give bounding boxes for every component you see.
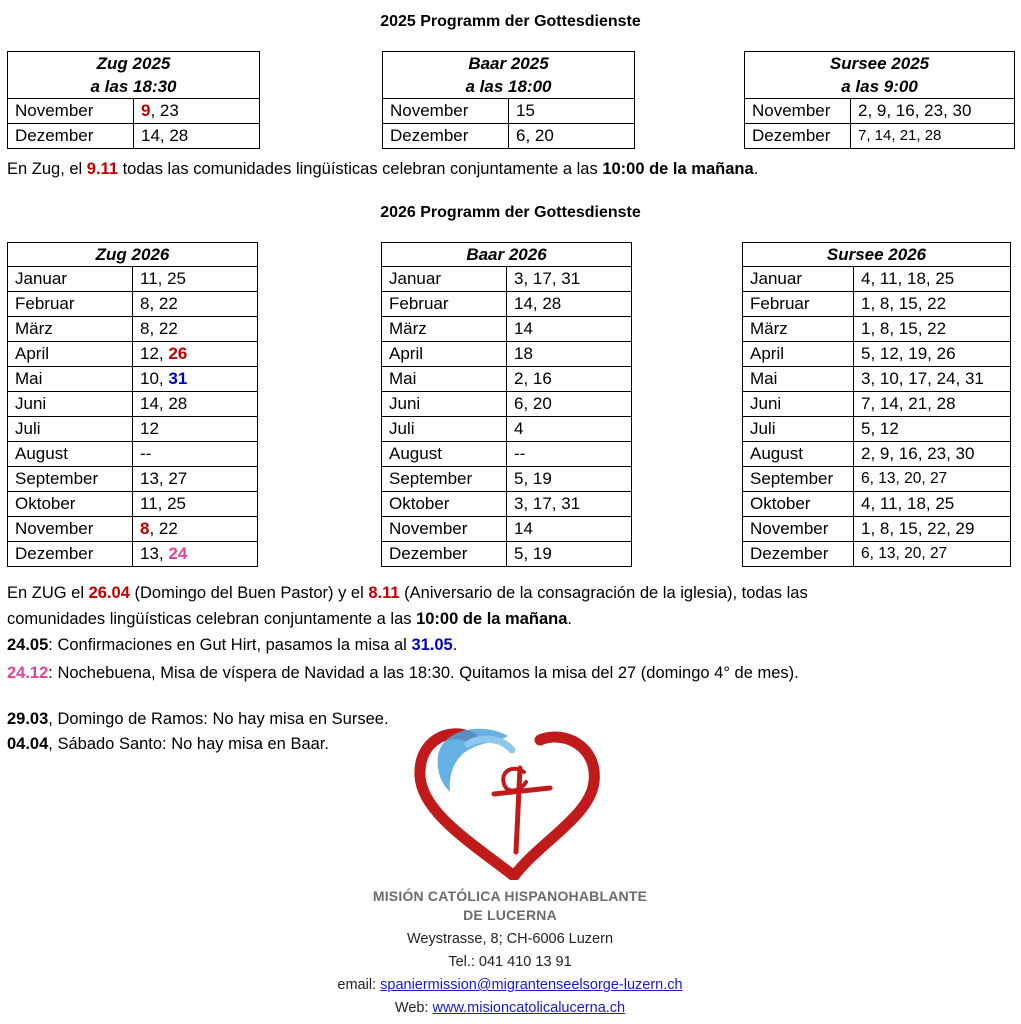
dates-cell: 5, 19 — [507, 542, 632, 567]
note-text: . — [452, 636, 458, 654]
table-zug-2026 — [7, 242, 258, 567]
table-row — [743, 342, 1011, 367]
table-time: a las 18:00 — [465, 77, 552, 96]
highlight-date: 24 — [168, 544, 188, 563]
table-title: Baar 2025 — [468, 54, 549, 73]
table-header — [383, 52, 635, 99]
table-sursee-2025 — [744, 51, 1015, 149]
web-link[interactable]: www.misioncatolicalucerna.ch — [432, 1000, 626, 1016]
month-cell: Juli — [8, 417, 133, 442]
dates-rest: , 22 — [149, 519, 178, 538]
note-text: todas las comunidades lingüísticas celebran conjuntamente a las — [118, 160, 603, 178]
note-date: 9.11 — [86, 160, 119, 178]
month-cell: März — [743, 317, 854, 342]
table-row — [8, 342, 258, 367]
table-row — [743, 367, 1011, 392]
email-label: email: — [337, 977, 381, 993]
dates-cell: 14, 28 — [134, 124, 260, 149]
table-row — [743, 517, 1011, 542]
note-text: . — [753, 160, 759, 178]
dates-cell: 1, 8, 15, 22 — [854, 292, 1011, 317]
table-row — [8, 442, 258, 467]
month-cell: Dezember — [743, 542, 854, 567]
dates-cell: 15 — [509, 99, 635, 124]
table-time: a las 18:30 — [90, 77, 177, 96]
dates-cell: 6, 20 — [507, 392, 632, 417]
heading-2026: 2026 Programm der Gottesdienste — [380, 204, 641, 221]
table-row — [382, 367, 632, 392]
month-cell: September — [743, 467, 854, 492]
month-cell: August — [8, 442, 133, 467]
highlight-date: 9 — [141, 101, 151, 120]
table-row — [383, 99, 635, 124]
dates-cell: 14 — [507, 517, 632, 542]
dates-cell: 6, 13, 20, 27 — [854, 542, 1011, 567]
note-date: 26.04 — [88, 584, 130, 602]
table-row — [382, 267, 632, 292]
month-cell: Januar — [382, 267, 507, 292]
dates-cell: 4, 11, 18, 25 — [854, 267, 1011, 292]
month-cell: Juli — [382, 417, 507, 442]
note-text: : Confirmaciones en Gut Hirt, pasamos la misa al — [48, 636, 412, 654]
dates-cell: 5, 19 — [507, 467, 632, 492]
month-cell: Dezember — [8, 124, 134, 149]
note-text: comunidades lingüísticas celebran conjuntamente a las — [7, 610, 417, 628]
dates-cell: 5, 12 — [854, 417, 1011, 442]
table-row — [743, 542, 1011, 567]
month-cell: August — [382, 442, 507, 467]
table-row — [8, 124, 260, 149]
heart-cross-logo-icon — [412, 724, 602, 880]
dates-cell: 8, 22 — [133, 292, 258, 317]
dates-cell: 7, 14, 21, 28 — [851, 124, 1015, 149]
dates-cell: 8, 22 — [133, 317, 258, 342]
month-cell: April — [8, 342, 133, 367]
table-time: a las 9:00 — [841, 77, 918, 96]
table-row — [8, 492, 258, 517]
table-row — [382, 317, 632, 342]
org-name-line2: DE LUCERNA — [463, 907, 557, 923]
table-baar-2025 — [382, 51, 635, 149]
table-row — [382, 492, 632, 517]
month-cell: November — [8, 99, 134, 124]
dates-cell: 2, 9, 16, 23, 30 — [851, 99, 1015, 124]
table-title: Zug 2026 — [8, 243, 258, 267]
table-row — [8, 542, 258, 567]
web-line — [300, 997, 720, 1020]
month-cell: September — [382, 467, 507, 492]
dates-cell: 4 — [507, 417, 632, 442]
table-row — [382, 542, 632, 567]
table-header — [8, 52, 260, 99]
month-cell: Oktober — [382, 492, 507, 517]
table-row — [8, 267, 258, 292]
month-cell: Juli — [743, 417, 854, 442]
month-cell: Dezember — [382, 542, 507, 567]
dates-rest: 10, — [140, 369, 169, 388]
table-row — [8, 367, 258, 392]
table-title: Sursee 2025 — [829, 54, 930, 73]
table-row — [8, 317, 258, 342]
table-row — [743, 442, 1011, 467]
dates-cell: 11, 25 — [133, 267, 258, 292]
footer — [300, 887, 720, 1020]
dates-cell: 2, 16 — [507, 367, 632, 392]
table-row — [382, 442, 632, 467]
telephone: Tel.: 041 410 13 91 — [448, 954, 572, 970]
dates-rest: 12, — [140, 344, 169, 363]
month-cell: November — [8, 517, 133, 542]
dates-cell: 5, 12, 19, 26 — [854, 342, 1011, 367]
month-cell: April — [743, 342, 854, 367]
month-cell: Oktober — [8, 492, 133, 517]
note-date: 8.11 — [368, 584, 400, 602]
month-cell: April — [382, 342, 507, 367]
table-row — [382, 417, 632, 442]
highlight-date: 26 — [168, 344, 188, 363]
note-text: (Aniversario de la consagración de la iglesia), todas las — [399, 584, 808, 602]
note-date: 29.03 — [7, 710, 49, 728]
dates-cell: 1, 8, 15, 22 — [854, 317, 1011, 342]
table-baar-2026 — [381, 242, 632, 567]
email-line — [300, 974, 720, 997]
note-date: 31.05 — [411, 636, 453, 654]
note-text: En Zug, el — [7, 160, 87, 178]
dates-cell — [134, 99, 260, 124]
month-cell: Mai — [743, 367, 854, 392]
note-text: . — [567, 610, 572, 628]
dates-cell: 3, 17, 31 — [507, 267, 632, 292]
dates-cell: 6, 13, 20, 27 — [854, 467, 1011, 492]
table-row — [743, 317, 1011, 342]
note-date: 24.05 — [7, 636, 49, 654]
dates-cell: 7, 14, 21, 28 — [854, 392, 1011, 417]
highlight-date: 8 — [140, 519, 150, 538]
dates-cell: 6, 20 — [509, 124, 635, 149]
dates-cell: -- — [133, 442, 258, 467]
month-cell: Mai — [8, 367, 133, 392]
note-joint-line1 — [7, 580, 808, 606]
table-row — [8, 417, 258, 442]
month-cell: Oktober — [743, 492, 854, 517]
dates-cell — [133, 542, 258, 567]
table-header — [745, 52, 1015, 99]
table-row — [382, 292, 632, 317]
dates-cell: 2, 9, 16, 23, 30 — [854, 442, 1011, 467]
month-cell: Juni — [382, 392, 507, 417]
note-text: : Nochebuena, Misa de víspera de Navidad a las 18:30. Quitamos la misa del 27 (domingo 4° de mes). — [48, 664, 799, 682]
dates-rest: , 23 — [150, 101, 179, 120]
table-row — [8, 292, 258, 317]
table-row — [383, 124, 635, 149]
note-time: 10:00 de la mañana — [416, 610, 568, 628]
note-text: , Sábado Santo: No hay misa en Baar. — [48, 735, 329, 753]
note-text: (Domingo del Buen Pastor) y el — [129, 584, 369, 602]
month-cell: Januar — [743, 267, 854, 292]
dates-cell: 3, 17, 31 — [507, 492, 632, 517]
month-cell: November — [743, 517, 854, 542]
table-zug-2025 — [7, 51, 260, 149]
dates-rest: 13, — [140, 544, 169, 563]
month-cell: September — [8, 467, 133, 492]
table-row — [743, 392, 1011, 417]
table-row — [743, 267, 1011, 292]
address: Weystrasse, 8; CH-6006 Luzern — [406, 931, 614, 947]
table-row — [8, 392, 258, 417]
org-name: MISIÓN CATÓLICA HISPANOHABLANTE — [372, 888, 648, 904]
table-title: Baar 2026 — [382, 243, 632, 267]
month-cell: November — [745, 99, 851, 124]
month-cell: Juni — [743, 392, 854, 417]
heading-2025: 2025 Programm der Gottesdienste — [380, 13, 641, 30]
note-christmas — [7, 660, 799, 686]
table-row — [745, 99, 1015, 124]
month-cell: Dezember — [745, 124, 851, 149]
table-sursee-2026 — [742, 242, 1011, 567]
month-cell: Dezember — [383, 124, 509, 149]
month-cell: November — [382, 517, 507, 542]
month-cell: Januar — [8, 267, 133, 292]
web-label: Web: — [394, 1000, 433, 1016]
month-cell: August — [743, 442, 854, 467]
table-row — [382, 517, 632, 542]
table-row — [743, 292, 1011, 317]
note-joint-line2 — [7, 606, 572, 632]
note-date: 04.04 — [7, 735, 49, 753]
note-2025 — [7, 156, 758, 182]
table-row — [382, 392, 632, 417]
note-holy-saturday — [7, 731, 329, 757]
note-confirmation — [7, 632, 457, 658]
dates-cell: 4, 11, 18, 25 — [854, 492, 1011, 517]
note-text: En ZUG el — [7, 584, 89, 602]
note-palm-sunday — [7, 706, 389, 732]
dates-cell: 1, 8, 15, 22, 29 — [854, 517, 1011, 542]
dates-cell — [133, 342, 258, 367]
table-row — [8, 517, 258, 542]
table-row — [8, 467, 258, 492]
table-row — [382, 342, 632, 367]
month-cell: März — [8, 317, 133, 342]
month-cell: Februar — [8, 292, 133, 317]
month-cell: Mai — [382, 367, 507, 392]
table-row — [8, 99, 260, 124]
email-link[interactable]: spaniermission@migrantenseelsorge-luzern.ch — [380, 977, 683, 993]
table-row — [745, 124, 1015, 149]
table-row — [382, 467, 632, 492]
dates-cell: 11, 25 — [133, 492, 258, 517]
month-cell: März — [382, 317, 507, 342]
dates-cell: 12 — [133, 417, 258, 442]
table-row — [743, 467, 1011, 492]
dates-cell: 3, 10, 17, 24, 31 — [854, 367, 1011, 392]
month-cell: Dezember — [8, 542, 133, 567]
table-row — [743, 417, 1011, 442]
table-title: Sursee 2026 — [743, 243, 1011, 267]
month-cell: November — [383, 99, 509, 124]
month-cell: Februar — [382, 292, 507, 317]
dates-cell: -- — [507, 442, 632, 467]
dates-cell: 18 — [507, 342, 632, 367]
dates-cell: 14, 28 — [507, 292, 632, 317]
table-row — [743, 492, 1011, 517]
note-time: 10:00 de la mañana — [602, 160, 754, 178]
dates-cell — [133, 517, 258, 542]
dates-cell — [133, 367, 258, 392]
dates-cell: 14, 28 — [133, 392, 258, 417]
month-cell: Juni — [8, 392, 133, 417]
note-text: , Domingo de Ramos: No hay misa en Sursee. — [48, 710, 389, 728]
dates-cell: 13, 27 — [133, 467, 258, 492]
dates-cell: 14 — [507, 317, 632, 342]
table-title: Zug 2025 — [96, 54, 171, 73]
highlight-date: 31 — [168, 369, 188, 388]
month-cell: Februar — [743, 292, 854, 317]
note-date: 24.12 — [7, 664, 49, 682]
